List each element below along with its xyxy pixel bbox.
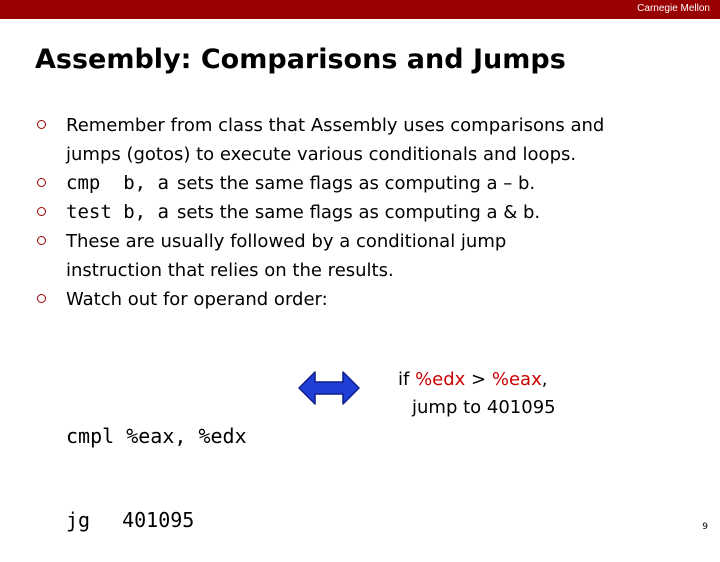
brand-label: Carnegie Mellon xyxy=(637,3,710,14)
explain-comma: , xyxy=(541,369,548,390)
explain-if: if xyxy=(398,369,416,390)
slide-title: Assembly: Comparisons and Jumps xyxy=(35,44,566,75)
circle-bullet-icon xyxy=(37,236,46,245)
bullet-code: test b, a xyxy=(66,201,169,223)
register-edx: %edx xyxy=(415,369,466,390)
jump-explanation xyxy=(398,366,556,422)
bullet-item xyxy=(0,227,720,285)
code-line-cmpl: cmpl %eax, %edx xyxy=(66,424,247,448)
bullet-item xyxy=(0,198,720,227)
page-number: 9 xyxy=(702,522,708,532)
bullet-text: sets the same flags as computing a – b. xyxy=(176,173,536,194)
code-arg: 401095 xyxy=(122,508,195,532)
code-example xyxy=(66,366,247,562)
header-bar xyxy=(0,0,720,19)
register-eax: %eax xyxy=(491,369,542,390)
circle-bullet-icon xyxy=(37,120,46,129)
bullet-code: cmp b, a xyxy=(66,172,169,194)
double-headed-arrow-icon xyxy=(298,370,360,410)
bullet-item xyxy=(0,169,720,198)
code-line-jg xyxy=(66,506,247,534)
bullet-text: instruction that relies on the results. xyxy=(66,260,394,281)
bullet-text: These are usually followed by a conditional jump xyxy=(66,231,507,252)
circle-bullet-icon xyxy=(37,207,46,216)
title-divider xyxy=(35,92,685,93)
bullet-list xyxy=(0,111,720,314)
bullet-item xyxy=(0,285,720,314)
bullet-text: Watch out for operand order: xyxy=(66,289,328,310)
bullet-text: jumps (gotos) to execute various conditionals and loops. xyxy=(66,144,577,165)
circle-bullet-icon xyxy=(37,178,46,187)
circle-bullet-icon xyxy=(37,294,46,303)
code-op: jg xyxy=(66,508,91,532)
explain-jump: jump to 401095 xyxy=(412,397,556,418)
bullet-text: sets the same flags as computing a & b. xyxy=(176,202,541,223)
bullet-item xyxy=(0,111,720,169)
explain-gt: > xyxy=(465,369,492,390)
bullet-text: Remember from class that Assembly uses comparisons and xyxy=(66,115,605,136)
